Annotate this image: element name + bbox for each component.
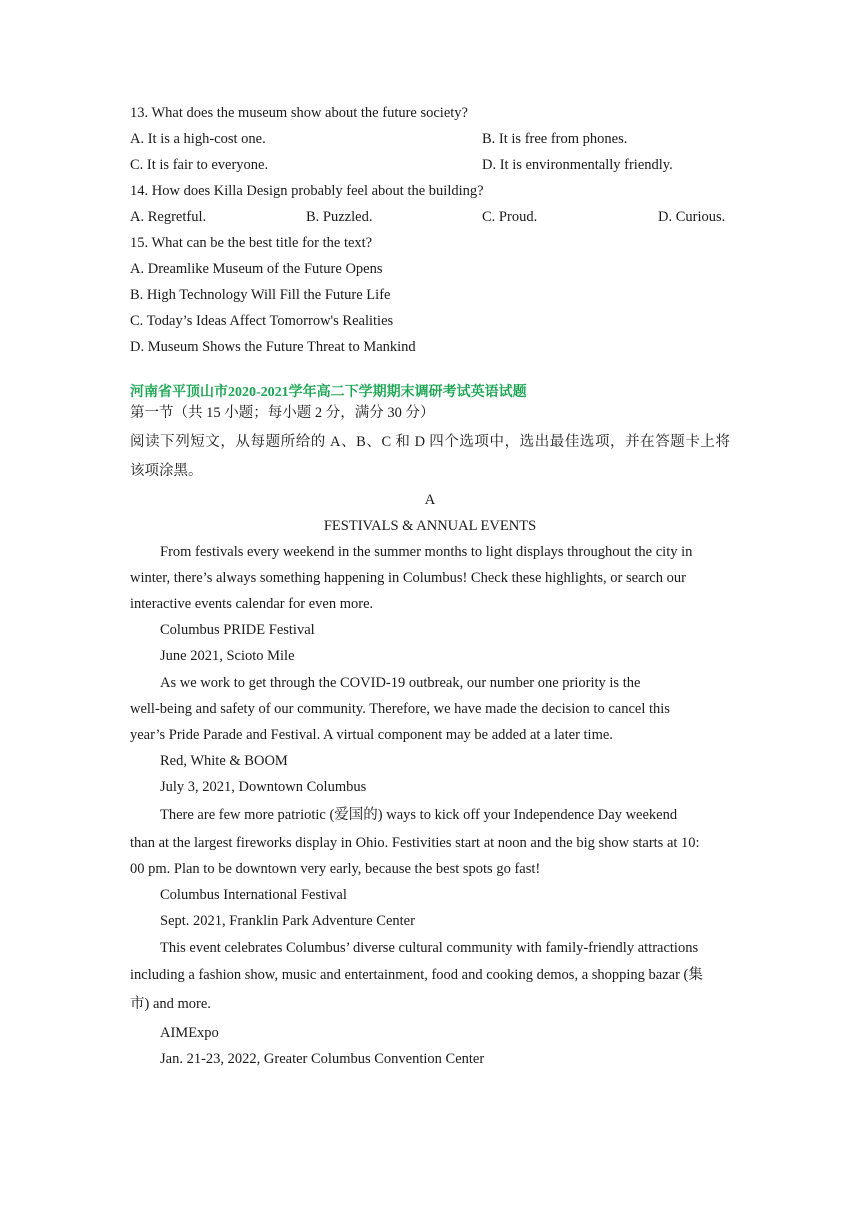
event-when: Jan. 21-23, 2022, Greater Columbus Convention Center (160, 1051, 485, 1067)
question-15-option-c: C. Today’s Ideas Affect Tomorrow's Realities (130, 313, 394, 329)
passage-heading: FESTIVALS & ANNUAL EVENTS (323, 518, 537, 534)
intro-line-1: From festivals every weekend in the summer months to light displays throughout the city in (160, 544, 693, 560)
question-14-option-d: D. Curious. (658, 209, 726, 225)
question-14-option-b: B. Puzzled. (306, 209, 373, 225)
passage-letter: A (424, 492, 436, 508)
question-14-option-c: C. Proud. (482, 209, 538, 225)
event-text-line: including a fashion show, music and entertainment, food and cooking demos, a shopping bazar (集 (130, 967, 703, 983)
section-header: 第一节（共 15 小题；每小题 2 分，满分 30 分） (130, 405, 435, 421)
event-text-line: than at the largest fireworks display in Ohio. Festivities start at noon and the big show starts at 10: (130, 835, 700, 851)
question-15-option-d: D. Museum Shows the Future Threat to Mankind (130, 339, 416, 355)
event-name: Red, White & BOOM (160, 753, 288, 769)
question-13-option-c: C. It is fair to everyone. (130, 157, 269, 173)
event-text-line: This event celebrates Columbus’ diverse cultural community with family-friendly attractions (160, 940, 699, 956)
instruction-line-1: 阅读下列短文，从每题所给的 A、B、C 和 D 四个选项中，选出最佳选项，并在答题卡上将 (130, 434, 730, 450)
instruction-line-2: 该项涂黑。 (130, 463, 203, 479)
question-13-stem: 13. What does the museum show about the future society? (130, 105, 468, 121)
exam-title: 河南省平顶山市2020-2021学年高二下学期期末调研考试英语试题 (130, 385, 527, 400)
intro-line-3: interactive events calendar for even more. (130, 596, 374, 612)
event-text-line: As we work to get through the COVID-19 outbreak, our number one priority is the (160, 675, 641, 691)
event-text-line: 市) and more. (130, 996, 211, 1012)
question-15-option-b: B. High Technology Will Fill the Future Life (130, 287, 391, 303)
event-when: June 2021, Scioto Mile (160, 648, 295, 664)
event-text-line: well-being and safety of our community. Therefore, we have made the decision to cancel this (130, 701, 670, 717)
event-name: Columbus International Festival (160, 887, 347, 903)
event-when: Sept. 2021, Franklin Park Adventure Center (160, 913, 415, 929)
question-13-option-b: B. It is free from phones. (482, 131, 628, 147)
intro-line-2: winter, there’s always something happening in Columbus! Check these highlights, or search our (130, 570, 686, 586)
question-15-option-a: A. Dreamlike Museum of the Future Opens (130, 261, 383, 277)
question-13-option-a: A. It is a high-cost one. (130, 131, 266, 147)
event-name: Columbus PRIDE Festival (160, 622, 315, 638)
question-14-stem: 14. How does Killa Design probably feel about the building? (130, 183, 484, 199)
event-when: July 3, 2021, Downtown Columbus (160, 779, 367, 795)
question-15-stem: 15. What can be the best title for the text? (130, 235, 373, 251)
question-13-option-d: D. It is environmentally friendly. (482, 157, 673, 173)
event-text-line: 00 pm. Plan to be downtown very early, because the best spots go fast! (130, 861, 541, 877)
event-text-line: There are few more patriotic (爱国的) ways to kick off your Independence Day weekend (160, 807, 678, 823)
event-text-line: year’s Pride Parade and Festival. A virtual component may be added at a later time. (130, 727, 613, 743)
question-14-option-a: A. Regretful. (130, 209, 207, 225)
event-name: AIMExpo (160, 1025, 219, 1041)
